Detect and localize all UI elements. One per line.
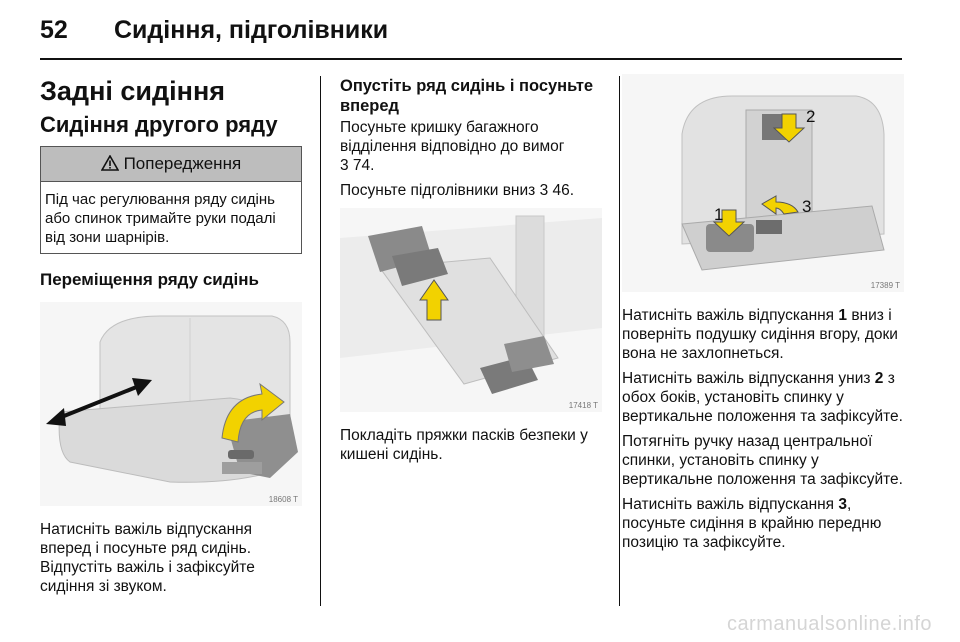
section-title: Сидіння, підголівники <box>114 16 389 44</box>
warning-box <box>40 146 302 254</box>
column-3 <box>622 66 904 558</box>
seat-slide-illustration <box>40 302 302 506</box>
chapter-title: Задні сидіння <box>40 76 226 106</box>
belt-caption: Покладіть пряжки пасків безпеки у кишені сидінь. <box>340 427 588 463</box>
column-1 <box>40 66 302 602</box>
figure-code-2: 17418 T <box>568 401 598 410</box>
move-seats-heading: Переміщення ряду сидінь <box>40 270 259 289</box>
warning-heading <box>41 147 301 182</box>
seat-fold-figure <box>622 74 904 292</box>
fold-seats-heading: Опустіть ряд сидінь і посуньте вперед <box>340 77 594 115</box>
warning-icon <box>101 155 119 171</box>
figure-code-3: 17389 T <box>870 281 900 290</box>
step-release-3: Натисніть важіль відпускання 3, посуньте сидіння в крайню передню позицію та зафіксуйте. <box>622 496 882 551</box>
column-divider-1 <box>320 76 321 606</box>
cover-instruction-ref: 3 74. <box>340 157 375 174</box>
warning-heading-text: Попередження <box>123 154 242 173</box>
seat-slide-figure <box>40 302 302 506</box>
chapter-subtitle: Сидіння другого ряду <box>40 112 278 137</box>
page-number: 52 <box>40 16 68 44</box>
cover-instruction: Посуньте кришку багажного відділення відповідно до вимог <box>340 119 565 155</box>
page-header <box>40 16 910 56</box>
step-release-1: Натисніть важіль відпускання 1 вниз і поверніть подушку сидіння вгору, доки вона не захлопнеться. <box>622 307 898 362</box>
figure-code-1: 18608 T <box>268 495 298 504</box>
step-center-back: Потягніть ручку назад центральної спинки, установіть спинку у вертикальне положення та зафіксуйте. <box>622 433 903 488</box>
step-release-2: Натисніть важіль відпускання униз 2 з обох боків, установіть спинку у вертикальне положення та зафіксуйте. <box>622 370 903 425</box>
seat-fold-illustration <box>622 74 904 292</box>
marker-1: 1 <box>714 205 724 224</box>
marker-3: 3 <box>802 197 812 216</box>
marker-2: 2 <box>806 107 816 126</box>
column-divider-2 <box>619 76 620 606</box>
column-2 <box>340 66 602 470</box>
warning-text: Під час регулювання ряду сидінь або спинок тримайте руки подалі від зони шарнірів. <box>45 191 276 246</box>
header-rule <box>40 58 902 60</box>
seat-slide-caption: Натисніть важіль відпускання вперед і посуньте ряд сидінь. Відпустіть важіль і зафіксуйте сидіння зі звуком. <box>40 521 255 595</box>
belt-buckle-figure <box>340 208 602 412</box>
headrest-instruction: Посуньте підголівники вниз 3 46. <box>340 182 575 199</box>
belt-buckle-illustration <box>340 208 602 412</box>
watermark: carmanualsonline.info <box>726 613 932 635</box>
